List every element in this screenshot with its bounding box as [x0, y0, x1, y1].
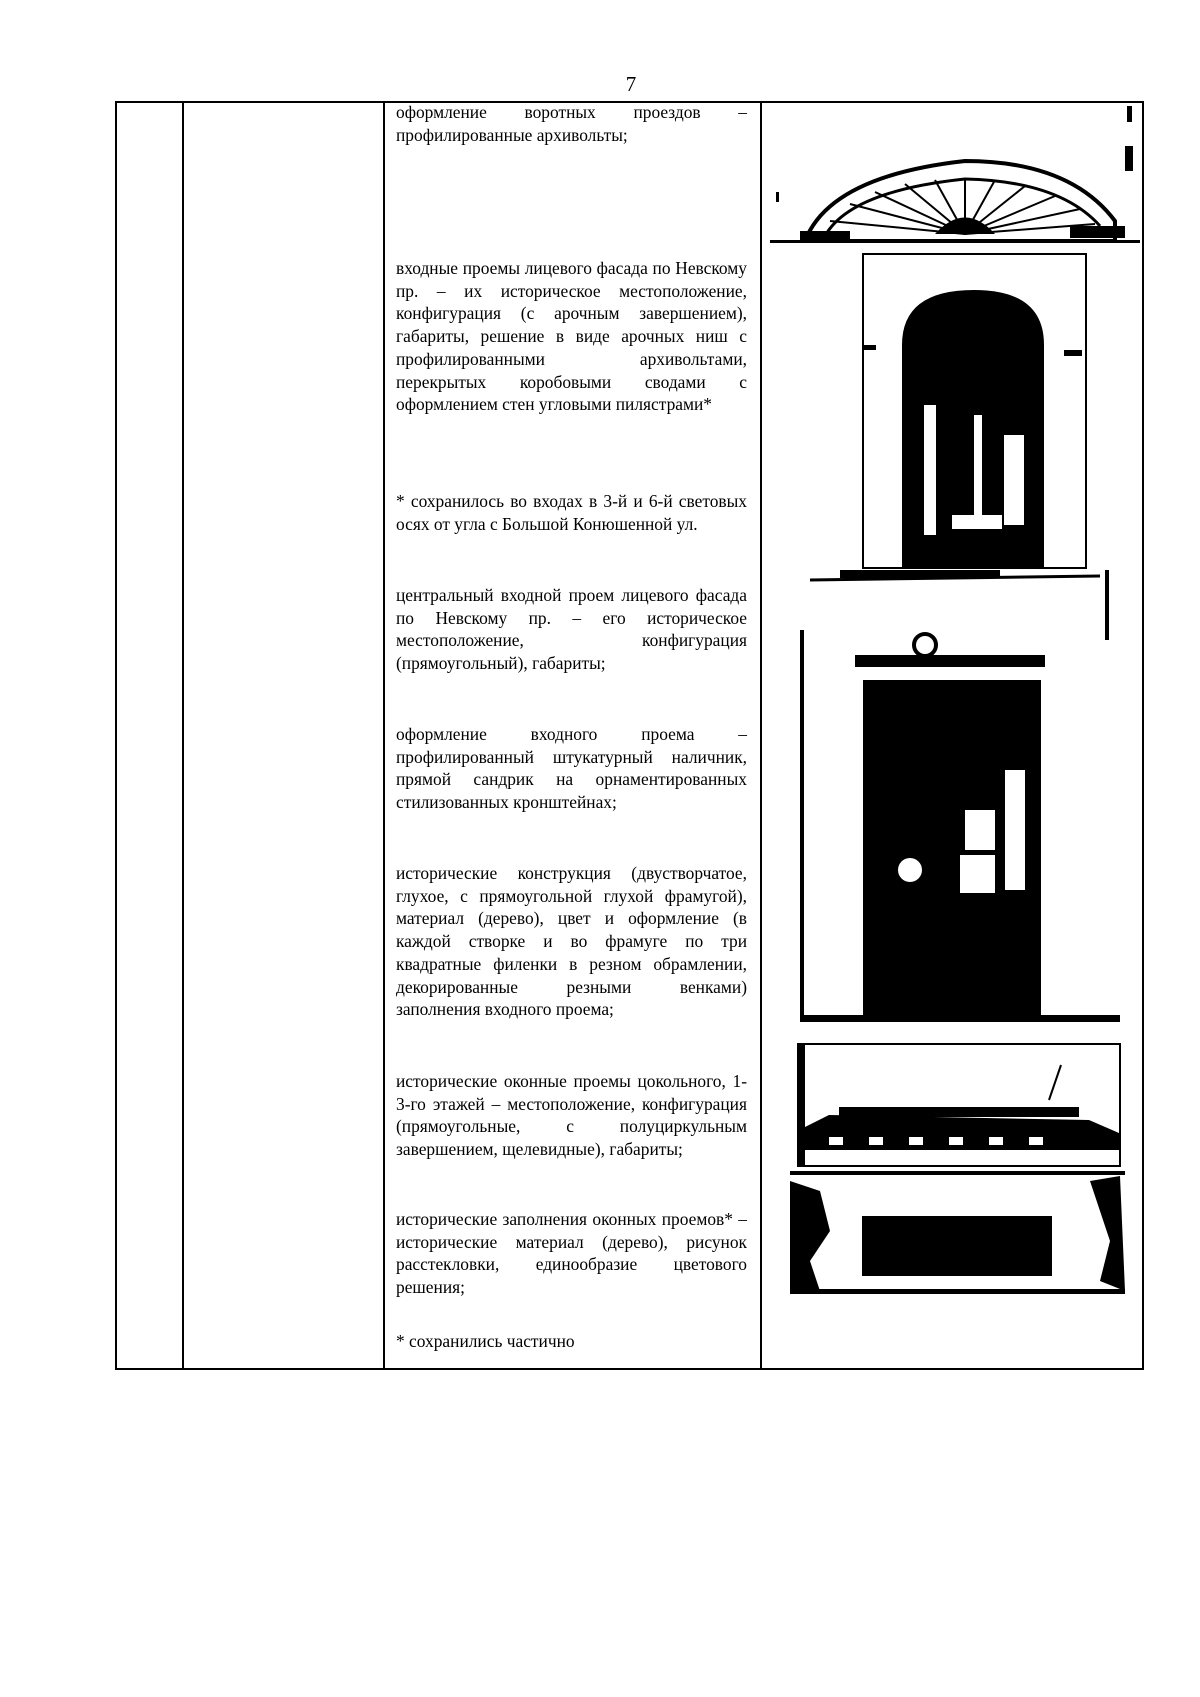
paragraph-central-entrance: центральный входной проем лицевого фасада по Невскому пр. – его историческое местоположение, конфигурация (прямоугольный), габариты;	[396, 585, 747, 674]
paragraph-door-construction: исторические конструкция (двустворчатое, глухое, с прямоугольной глухой фрамугой), материал (дерево), цвет и оформление (в каждой створке и во фрамуге по три квадратные филенки в резном обрамлении, декорированные резными венками) заполнения входного проема;	[396, 863, 747, 1020]
paragraph-window-fillings: исторические заполнения оконных проемов* – исторические материал (дерево), рисунок расстекловки, единообразие цветового решения;	[396, 1209, 747, 1298]
central-entrance-door-photo	[800, 570, 1123, 1022]
paragraph-window-openings: исторические оконные проемы цокольного, 1-3-го этажей – местоположение, конфигурация (прямоугольные, с полуциркульным завершением, щелевидные), габариты;	[396, 1071, 747, 1160]
paragraph-entrance-openings: входные проемы лицевого фасада по Невскому пр. – их историческое местоположение, конфигурация (с арочным завершением), габариты, решение в виде арочных ниш с профилированными архивольтами, перекрытых коробовыми сводами с оформлением стен угловыми пилястрами*	[396, 258, 747, 415]
description-cell	[384, 102, 761, 1369]
window-opening-photo	[790, 1171, 1125, 1296]
window-sill-photo	[797, 1043, 1121, 1167]
photo-cell	[761, 102, 1143, 1369]
paragraph-entrance-decoration: оформление входного проема – профилированный штукатурный наличник, прямой сандрик на орнаментированных стилизованных кронштейнах;	[396, 724, 747, 813]
arched-entrance-photo	[862, 253, 1087, 569]
footnote-entrances: * сохранилось во входах в 3-й и 6-й световых осях от угла с Большой Конюшенной ул.	[396, 491, 747, 534]
table-row	[116, 102, 1143, 1369]
number-cell	[116, 102, 183, 1369]
heritage-register-table	[115, 101, 1144, 1370]
paragraph-archivolts: оформление воротных проездов – профилированные архивольты;	[396, 102, 747, 145]
footnote-windows: * сохранились частично	[396, 1331, 575, 1351]
object-cell	[183, 102, 384, 1369]
archivolt-fan-photo	[770, 106, 1140, 246]
page-number: 7	[625, 72, 637, 96]
